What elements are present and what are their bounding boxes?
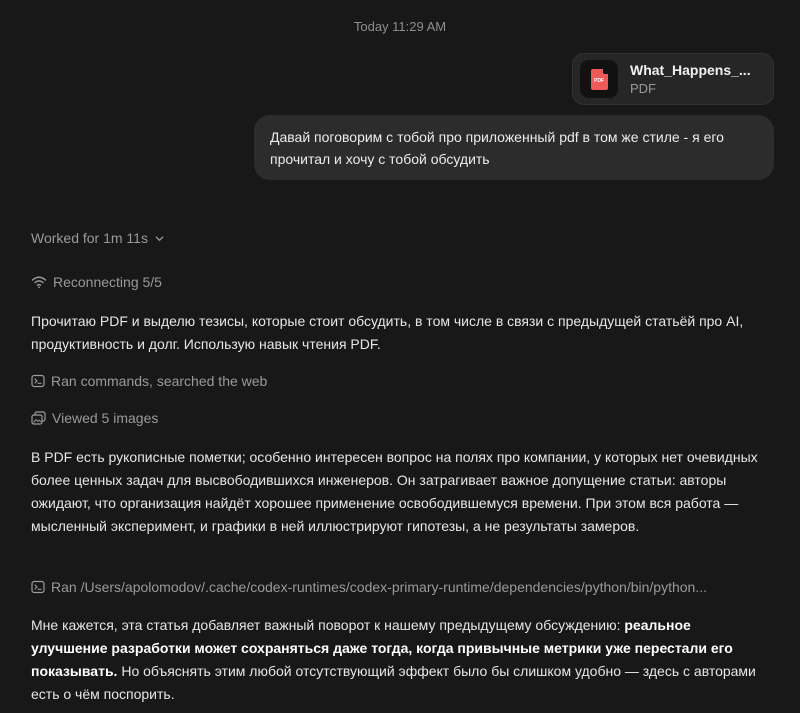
ran-commands-step[interactable]	[31, 373, 267, 389]
assistant-paragraph-1: Прочитаю PDF и выделю тезисы, которые стоит обсудить, в том числе в связи с предыдущей статьёй про AI, продуктивность и долг. Использую навык чтения PDF.	[31, 313, 744, 352]
assistant-paragraph-3	[31, 614, 771, 706]
pdf-icon-badge: PDF	[594, 77, 604, 84]
user-message-bubble: Давай поговорим с тобой про приложенный pdf в том же стиле - я его прочитал и хочу с тобой обсудить	[254, 115, 774, 180]
assistant-paragraph-2: В PDF есть рукописные пометки; особенно интересен вопрос на полях про компании, у которых нет очевидных более ценных задач для высвободившихся инженеров. Он затрагивает важное допущение статьи: авторы ожидают, что организация найдёт хорошее применение освободившемуся времени. При этом вся работа — мысленный эксперимент, и графики в ней иллюстрируют гипотезы, а не результаты замеров.	[31, 449, 758, 534]
viewed-images-label: Viewed 5 images	[52, 410, 159, 426]
ran-python-label: Ran /Users/apolomodov/.cache/codex-runtimes/codex-primary-runtime/dependencies/python/bin/python...	[51, 579, 708, 595]
terminal-icon	[31, 374, 45, 388]
reconnecting-status	[31, 274, 162, 290]
worked-for-toggle[interactable]	[31, 230, 165, 246]
message-timestamp: Today 11:29 AM	[353, 19, 447, 34]
attachment-name: What_Happens_...	[630, 61, 751, 78]
pdf-attachment[interactable]	[572, 53, 774, 105]
attachment-type: PDF	[630, 80, 656, 96]
worked-for-label: Worked for 1m 11s	[31, 230, 148, 246]
ran-commands-label: Ran commands, searched the web	[51, 373, 268, 389]
wifi-icon	[31, 275, 47, 289]
pdf-file-icon	[580, 60, 618, 98]
viewed-images-step[interactable]	[31, 410, 158, 426]
terminal-icon	[31, 580, 45, 594]
reconnecting-label: Reconnecting 5/5	[53, 274, 162, 290]
paragraph-3-bold: реальное улучшение разработки может сохраняться даже тогда, когда привычные метрики уже перестали его показывать.	[31, 617, 733, 679]
chevron-down-icon	[154, 233, 165, 244]
ran-python-step[interactable]	[31, 579, 707, 595]
images-icon	[31, 411, 46, 425]
paragraph-3-text-end: Но объяснять этим любой отсутствующий эффект было бы слишком удобно — здесь с авторами есть о чём поспорить.	[31, 663, 756, 702]
paragraph-3-text-start: Мне кажется, эта статья добавляет важный поворот к нашему предыдущему обсуждению:	[31, 617, 625, 633]
